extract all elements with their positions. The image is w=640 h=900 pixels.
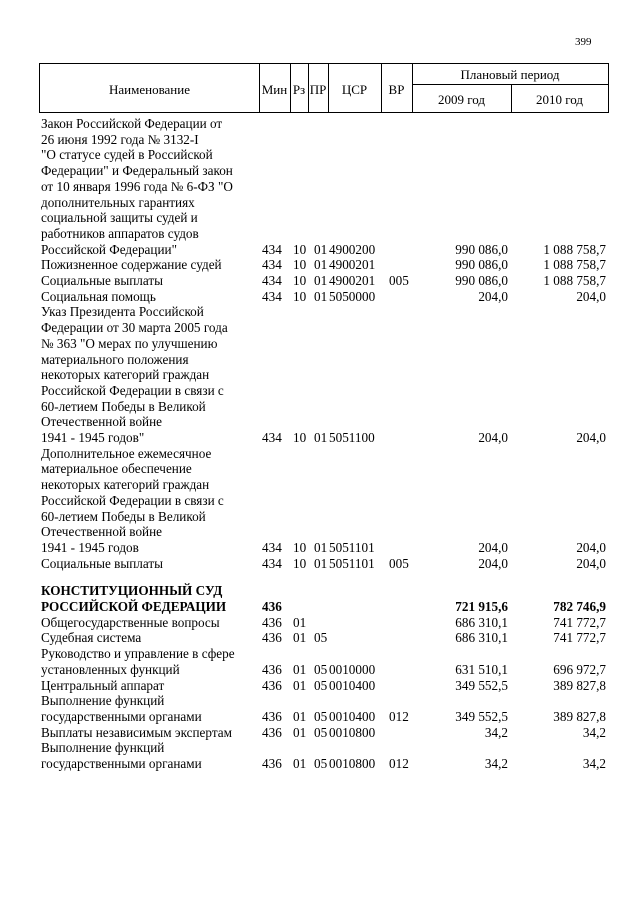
table-row — [0, 646, 640, 661]
cell-y2010: 696 972,7 — [553, 661, 606, 677]
cell-y2010: 389 827,8 — [553, 708, 606, 724]
cell-pr: 01 — [314, 288, 328, 304]
cell-y2009: 990 086,0 — [455, 241, 508, 257]
cell-name: 60-летием Победы в Великой — [41, 398, 206, 414]
table-row — [0, 242, 640, 257]
cell-name: Указ Президента Российской — [41, 304, 204, 320]
cell-min: 436 — [262, 614, 282, 630]
cell-name: Общегосударственные вопросы — [41, 614, 220, 630]
cell-y2009: 34,2 — [484, 756, 508, 771]
cell-name: государственными органами — [41, 708, 202, 724]
table-row — [0, 352, 640, 367]
cell-y2009: 204,0 — [478, 555, 508, 571]
table-row — [0, 740, 640, 755]
cell-csr: 4900201 — [329, 273, 376, 288]
cell-name: № 363 "О мерах по улучшению — [41, 335, 218, 351]
cell-name: 1941 - 1945 годов — [41, 539, 139, 555]
cell-name: Отечественной войне — [41, 414, 163, 430]
cell-csr: 0010400 — [329, 708, 376, 724]
cell-pr: 01 — [314, 241, 328, 257]
cell-y2010: 204,0 — [576, 555, 606, 571]
table-row — [0, 210, 640, 225]
cell-min: 434 — [262, 288, 282, 304]
table-row — [0, 430, 640, 445]
cell-y2009: 990 086,0 — [455, 273, 508, 288]
cell-y2010: 1 088 758,7 — [543, 241, 606, 257]
cell-y2009: 204,0 — [478, 288, 508, 304]
cell-name: Российской Федерации в связи с — [41, 492, 224, 508]
cell-y2010: 741 772,7 — [553, 614, 606, 630]
cell-pr: 01 — [314, 430, 328, 445]
cell-y2009: 631 510,1 — [455, 661, 508, 677]
cell-name: КОНСТИТУЦИОННЫЙ СУД — [41, 583, 223, 599]
cell-vr: 005 — [389, 273, 409, 288]
cell-name: некоторых категорий граждан — [41, 367, 210, 383]
table-row — [0, 116, 640, 131]
cell-min: 436 — [262, 677, 282, 693]
table-row — [0, 163, 640, 178]
table-row — [0, 179, 640, 194]
table-row — [0, 678, 640, 693]
cell-name: Федерации от 30 марта 2005 года — [41, 320, 228, 336]
cell-min: 434 — [262, 257, 282, 273]
cell-min: 434 — [262, 430, 282, 445]
table-row — [0, 540, 640, 555]
cell-name: Выплаты независимым экспертам — [41, 724, 232, 740]
cell-rz: 01 — [293, 724, 307, 740]
cell-min: 434 — [262, 539, 282, 555]
cell-name: РОССИЙСКОЙ ФЕДЕРАЦИИ — [41, 599, 227, 614]
table-row — [0, 599, 640, 614]
table-row — [0, 662, 640, 677]
cell-csr: 4900201 — [329, 257, 376, 273]
cell-y2009: 204,0 — [478, 430, 508, 445]
cell-y2009: 686 310,1 — [455, 614, 508, 630]
table-row — [0, 336, 640, 351]
cell-name: установленных функций — [41, 661, 180, 677]
cell-min: 436 — [262, 724, 282, 740]
cell-name: работников аппаратов судов — [41, 225, 199, 241]
cell-min: 436 — [262, 708, 282, 724]
cell-min: 434 — [262, 241, 282, 257]
table-row — [0, 226, 640, 241]
header-pr: ПР — [309, 82, 327, 97]
cell-y2010: 1 088 758,7 — [543, 273, 606, 288]
cell-pr: 05 — [314, 661, 328, 677]
page-number: 399 — [575, 36, 592, 48]
cell-pr: 05 — [314, 756, 328, 771]
cell-rz: 01 — [293, 708, 307, 724]
cell-csr: 0010400 — [329, 677, 376, 693]
cell-name: Российской Федерации в связи с — [41, 382, 224, 398]
table-row — [0, 132, 640, 147]
cell-y2010: 34,2 — [582, 724, 606, 740]
cell-rz: 01 — [293, 614, 307, 630]
cell-rz: 10 — [293, 430, 307, 445]
table-header — [39, 63, 609, 113]
cell-min: 434 — [262, 555, 282, 571]
cell-pr: 01 — [314, 539, 328, 555]
cell-name: Дополнительное ежемесячное — [41, 445, 212, 461]
cell-csr: 5051101 — [329, 539, 375, 555]
table-row — [0, 304, 640, 319]
cell-name: Судебная система — [41, 630, 142, 646]
cell-pr: 05 — [314, 724, 328, 740]
cell-pr: 05 — [314, 708, 328, 724]
cell-y2010: 1 088 758,7 — [543, 257, 606, 273]
cell-y2009: 34,2 — [484, 724, 508, 740]
cell-name: материального положения — [41, 351, 189, 367]
cell-name: 1941 - 1945 годов" — [41, 430, 145, 445]
cell-y2009: 721 915,6 — [455, 599, 508, 614]
table-row — [0, 693, 640, 708]
cell-csr: 0010000 — [329, 661, 376, 677]
cell-y2010: 204,0 — [576, 539, 606, 555]
table-row — [0, 147, 640, 162]
table-row — [0, 630, 640, 645]
cell-name: Социальные выплаты — [41, 555, 163, 571]
cell-csr: 5050000 — [329, 288, 376, 304]
table-row — [0, 367, 640, 382]
header-year-2010: 2010 год — [536, 92, 583, 107]
cell-csr: 4900200 — [329, 241, 376, 257]
cell-name: Российской Федерации" — [41, 241, 177, 257]
cell-y2010: 204,0 — [576, 288, 606, 304]
table-row — [0, 709, 640, 724]
table-row — [0, 477, 640, 492]
cell-vr: 012 — [389, 756, 409, 771]
cell-rz: 10 — [293, 257, 307, 273]
cell-name: материальное обеспечение — [41, 461, 192, 477]
table-row — [0, 289, 640, 304]
cell-y2010: 782 746,9 — [553, 599, 606, 614]
table-row — [0, 493, 640, 508]
cell-csr: 5051101 — [329, 555, 375, 571]
table-row — [0, 399, 640, 414]
cell-name: Отечественной войне — [41, 524, 163, 540]
table-row — [0, 320, 640, 335]
table-row — [0, 446, 640, 461]
table-row — [0, 583, 640, 598]
cell-name: Центральный аппарат — [41, 677, 165, 693]
cell-rz: 01 — [293, 677, 307, 693]
header-year-2009: 2009 год — [438, 92, 485, 107]
cell-rz: 10 — [293, 241, 307, 257]
cell-min: 436 — [262, 630, 282, 646]
cell-y2010: 741 772,7 — [553, 630, 606, 646]
cell-min: 436 — [262, 661, 282, 677]
cell-y2009: 349 552,5 — [455, 708, 508, 724]
table-row — [0, 756, 640, 771]
cell-name: от 10 января 1996 года № 6-ФЗ "О — [41, 178, 233, 194]
cell-name: Федерации" и Федеральный закон — [41, 163, 233, 179]
table-row — [0, 383, 640, 398]
table-row — [0, 414, 640, 429]
cell-rz: 10 — [293, 555, 307, 571]
cell-rz: 10 — [293, 273, 307, 288]
cell-y2010: 389 827,8 — [553, 677, 606, 693]
table-row — [0, 273, 640, 288]
cell-name: социальной защиты судей и — [41, 210, 198, 226]
cell-name: Выполнение функций — [41, 693, 165, 709]
cell-pr: 01 — [314, 257, 328, 273]
table-row — [0, 195, 640, 210]
cell-name: некоторых категорий граждан — [41, 477, 210, 493]
table-row — [0, 461, 640, 476]
cell-name: 60-летием Победы в Великой — [41, 508, 206, 524]
table-row — [0, 615, 640, 630]
cell-y2009: 349 552,5 — [455, 677, 508, 693]
header-vr: ВР — [388, 82, 405, 97]
cell-name: Пожизненное содержание судей — [41, 257, 222, 273]
cell-name: 26 июня 1992 года № 3132-I — [41, 131, 199, 147]
cell-rz: 10 — [293, 288, 307, 304]
cell-min: 436 — [262, 599, 282, 614]
cell-csr: 0010800 — [329, 756, 376, 771]
header-name: Наименование — [109, 82, 190, 97]
cell-name: Закон Российской Федерации от — [41, 116, 223, 131]
header-min: Мин — [261, 82, 288, 97]
cell-name: государственными органами — [41, 756, 202, 771]
cell-y2009: 686 310,1 — [455, 630, 508, 646]
cell-rz: 01 — [293, 756, 307, 771]
table-row — [0, 556, 640, 571]
table-row — [0, 509, 640, 524]
table-row — [0, 725, 640, 740]
cell-pr: 05 — [314, 677, 328, 693]
cell-rz: 10 — [293, 539, 307, 555]
cell-min: 434 — [262, 273, 282, 288]
cell-pr: 05 — [314, 630, 328, 646]
cell-csr: 0010800 — [329, 724, 376, 740]
cell-pr: 01 — [314, 555, 328, 571]
header-plan-period: Плановый период — [460, 67, 560, 82]
cell-min: 436 — [262, 756, 282, 771]
cell-rz: 01 — [293, 661, 307, 677]
header-csr: ЦСР — [341, 82, 368, 97]
cell-vr: 012 — [389, 708, 409, 724]
cell-rz: 01 — [293, 630, 307, 646]
cell-name: Руководство и управление в сфере — [41, 646, 235, 662]
cell-name: "О статусе судей в Российской — [41, 147, 213, 163]
cell-y2009: 204,0 — [478, 539, 508, 555]
table-row — [0, 524, 640, 539]
cell-name: Социальная помощь — [41, 288, 156, 304]
cell-name: Выполнение функций — [41, 740, 165, 756]
cell-y2010: 204,0 — [576, 430, 606, 445]
cell-pr: 01 — [314, 273, 328, 288]
cell-y2009: 990 086,0 — [455, 257, 508, 273]
table-row — [0, 257, 640, 272]
cell-name: дополнительных гарантиях — [41, 194, 195, 210]
cell-name: Социальные выплаты — [41, 273, 163, 288]
header-rz: Рз — [292, 82, 306, 97]
cell-vr: 005 — [389, 555, 409, 571]
cell-y2010: 34,2 — [582, 756, 606, 771]
cell-csr: 5051100 — [329, 430, 375, 445]
